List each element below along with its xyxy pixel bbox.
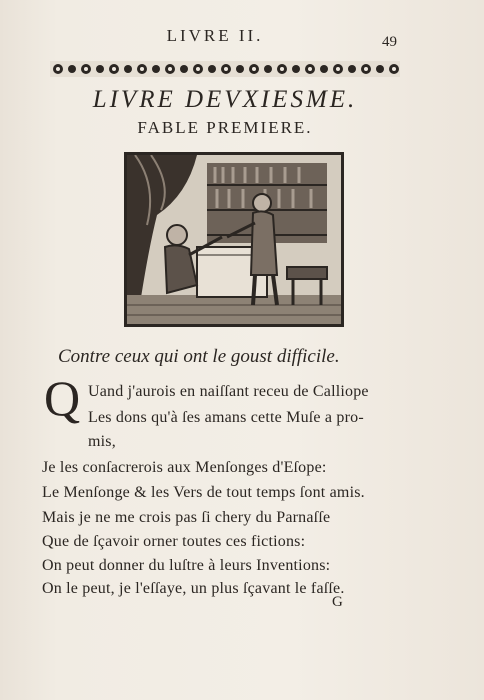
running-head: LIVRE II. <box>166 26 264 45</box>
ornamental-band <box>50 59 400 79</box>
page-number: 49 <box>382 34 397 50</box>
verse-line: mis, <box>88 433 116 450</box>
verse-line: On le peut, je l'eſſaye, un plus ſçavant le faſſe. <box>42 580 345 597</box>
fable-title: FABLE PREMIERE. <box>137 118 313 137</box>
verse-line: Uand j'aurois en naiſſant receu de Calliope <box>88 383 369 400</box>
verse-line: Mais je ne me crois pas ſi chery du Parnaſſe <box>42 509 331 526</box>
moral-heading: Contre ceux qui ont le goust difficile. <box>58 346 340 367</box>
verse-line: Le Menſonge & les Vers de tout temps ſont amis. <box>42 484 365 501</box>
engraving-illustration <box>124 152 344 327</box>
verse-line: Que de ſçavoir orner toutes ces fictions: <box>42 533 306 550</box>
verse-line: Je les conſacrerois aux Menſonges d'Eſope: <box>42 459 327 476</box>
signature-mark: G <box>332 594 343 610</box>
part-title: LIVRE DEVXIESME. <box>92 86 358 113</box>
verse-line: Les dons qu'à ſes amans cette Muſe a pro- <box>88 409 364 426</box>
drop-cap: Q <box>44 370 81 426</box>
verse-line: On peut donner du luſtre à leurs Inventions: <box>42 557 331 574</box>
